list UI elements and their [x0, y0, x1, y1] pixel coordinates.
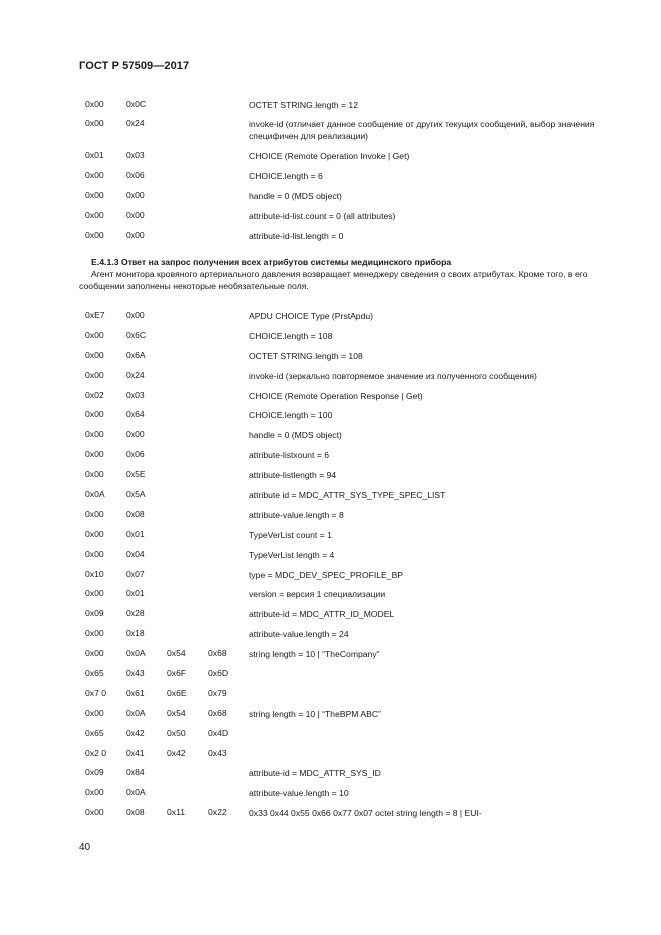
table-row — [85, 588, 625, 608]
description-cell: APDU CHOICE Type (PrstApdu) — [249, 311, 374, 321]
hex-byte-cell: 0x00 — [85, 210, 104, 220]
hex-byte-cell: 0x09 — [85, 608, 104, 619]
hex-byte-cell: 0x06 — [126, 170, 145, 180]
description-cell: CHOICE.length = 108 — [249, 330, 333, 341]
hex-table-bottom — [85, 310, 625, 827]
hex-byte-cell: 0x00 — [85, 548, 104, 559]
hex-byte-cell: 0x00 — [126, 210, 145, 220]
table-row — [85, 509, 625, 529]
hex-byte-cell: 0x43 — [126, 668, 145, 679]
hex-byte-cell: 0x79 — [208, 687, 227, 698]
hex-byte-cell: 0x00 — [85, 807, 104, 818]
description-cell: OCTET STRING.length = 12 — [249, 100, 358, 110]
hex-byte-cell: 0x00 — [85, 707, 104, 718]
table-row — [85, 99, 625, 118]
hex-byte-cell: 0x5E — [126, 469, 146, 480]
table-row — [85, 350, 625, 370]
hex-byte-cell: 0x06 — [126, 449, 145, 460]
hex-byte-cell: 0x6E — [167, 687, 187, 698]
description-cell: CHOICE (Remote Operation Invoke | Get) — [249, 151, 410, 161]
table-row — [85, 648, 625, 668]
document-header: ГОСТ Р 57509—2017 — [79, 60, 190, 72]
hex-byte-cell: 0x00 — [85, 628, 104, 639]
hex-byte-cell: 0x0A — [85, 489, 105, 500]
table-row — [85, 748, 625, 768]
page-number: 40 — [79, 842, 91, 853]
hex-byte-cell: 0x7 0 — [85, 687, 107, 698]
hex-byte-cell: 0x00 — [85, 429, 104, 440]
hex-byte-cell: 0x0C — [126, 99, 147, 109]
hex-byte-cell: 0x42 — [167, 747, 186, 758]
description-cell: version = версия 1 специализации — [249, 589, 386, 600]
hex-byte-cell: 0x54 — [167, 707, 186, 718]
description-cell: attribute-id-list.count = 0 (all attributes) — [249, 211, 396, 221]
hex-byte-cell: 0x0A — [126, 648, 146, 659]
hex-byte-cell: 0xE7 — [85, 310, 105, 320]
hex-byte-cell: 0x6C — [126, 329, 147, 340]
hex-byte-cell: 0x28 — [126, 608, 145, 619]
hex-byte-cell: 0x43 — [208, 747, 227, 758]
hex-byte-cell: 0x00 — [126, 310, 145, 320]
description-cell: 0x33 0x44 0x55 0x66 0x77 0x07 octet string length = 8 | EUI- — [249, 808, 482, 819]
hex-byte-cell: 0x03 — [126, 389, 145, 400]
table-row — [85, 767, 625, 787]
description-cell: invoke-id (зеркально повторяемое значение из полученного сообщения) — [249, 370, 537, 381]
hex-byte-cell: 0x10 — [85, 568, 104, 579]
table-row — [85, 529, 625, 549]
hex-byte-cell: 0x00 — [85, 469, 104, 480]
table-row — [85, 787, 625, 807]
hex-byte-cell: 0x84 — [126, 767, 145, 778]
description-cell: CHOICE (Remote Operation Response | Get) — [249, 390, 423, 401]
description-cell: handle = 0 (MDS object) — [249, 191, 342, 201]
hex-byte-cell: 0x00 — [85, 648, 104, 659]
table-row — [85, 708, 625, 728]
section-paragraph: Агент монитора кровяного артериального давления возвращает менеджеру сведения о своих атрибутах. Кроме того, в его сообщении заполнены некоторые необязательные поля. — [79, 269, 588, 292]
hex-byte-cell: 0x00 — [85, 170, 104, 180]
hex-byte-cell: 0x11 — [167, 807, 185, 818]
description-cell: CHOICE.length = 6 — [249, 171, 323, 181]
description-cell: attribute id = MDC_ATTR_SYS_TYPE_SPEC_LIST — [249, 490, 446, 501]
hex-byte-cell: 0x07 — [126, 568, 145, 579]
table-row — [85, 210, 625, 230]
table-row — [85, 190, 625, 210]
description-cell: attribute-value.length = 24 — [249, 629, 349, 640]
hex-byte-cell: 0x65 — [85, 668, 104, 679]
hex-byte-cell: 0x5A — [126, 489, 146, 500]
hex-byte-cell: 0x68 — [208, 648, 227, 659]
hex-byte-cell: 0x00 — [126, 429, 145, 440]
description-cell: attribute-id = MDC_ATTR_ID_MODEL — [249, 609, 395, 620]
hex-byte-cell: 0x6A — [126, 349, 146, 360]
table-row — [85, 429, 625, 449]
hex-byte-cell: 0x65 — [85, 727, 104, 738]
description-cell: attribute-listlength = 94 — [249, 470, 337, 481]
hex-byte-cell: 0x00 — [85, 449, 104, 460]
section-block — [79, 256, 624, 292]
hex-byte-cell: 0x02 — [85, 389, 104, 400]
description-cell: string length = 10 | “TheBPM ABC” — [249, 708, 381, 719]
table-row — [85, 170, 625, 190]
table-row — [85, 688, 625, 708]
hex-byte-cell: 0x03 — [126, 150, 145, 160]
hex-byte-cell: 0x00 — [85, 99, 104, 109]
hex-byte-cell: 0x00 — [85, 409, 104, 420]
description-cell: attribute-value.length = 10 — [249, 788, 349, 799]
description-cell: CHOICE.length = 100 — [249, 410, 333, 421]
hex-byte-cell: 0x24 — [126, 369, 145, 380]
hex-byte-cell: 0x01 — [85, 150, 104, 160]
table-row — [85, 549, 625, 569]
description-cell: attribute-value.length = 8 — [249, 509, 344, 520]
description-cell: TypeVerList count = 1 — [249, 529, 332, 540]
hex-byte-cell: 0x01 — [126, 528, 145, 539]
hex-byte-cell: 0x00 — [85, 369, 104, 380]
hex-byte-cell: 0x42 — [126, 727, 145, 738]
hex-byte-cell: 0x01 — [126, 588, 145, 599]
table-row — [85, 150, 625, 170]
hex-byte-cell: 0x22 — [208, 807, 227, 818]
hex-byte-cell: 0x00 — [126, 190, 145, 200]
hex-byte-cell: 0x41 — [126, 747, 145, 758]
table-row — [85, 390, 625, 410]
hex-byte-cell: 0x6D — [208, 668, 229, 679]
description-cell: TypeVerList length = 4 — [249, 549, 335, 560]
hex-table-top — [85, 99, 625, 250]
table-row — [85, 409, 625, 429]
description-cell: attribute-listxount = 6 — [249, 450, 330, 461]
table-row — [85, 628, 625, 648]
table-row — [85, 469, 625, 489]
hex-byte-cell: 0x00 — [126, 230, 145, 240]
hex-byte-cell: 0x68 — [208, 707, 227, 718]
hex-byte-cell: 0x00 — [85, 528, 104, 539]
hex-byte-cell: 0x61 — [126, 687, 145, 698]
description-cell: type = MDC_DEV_SPEC_PROFILE_BP — [249, 569, 404, 580]
description-cell: attribute-id-list.length = 0 — [249, 231, 344, 241]
hex-byte-cell: 0x00 — [85, 349, 104, 360]
table-row — [85, 569, 625, 589]
table-row — [85, 370, 625, 390]
table-row — [85, 449, 625, 469]
description-cell: attribute-id = MDC_ATTR_SYS_ID — [249, 768, 381, 779]
description-cell: string length = 10 | “TheCompany” — [249, 649, 380, 660]
description-cell: OCTET STRING.length = 108 — [249, 350, 363, 361]
hex-byte-cell: 0x00 — [85, 787, 104, 798]
description-cell: invoke-id (отличает данное сообщение от других текущих сообщений, выбор значения специфичен для реализации) — [249, 119, 595, 142]
hex-byte-cell: 0x00 — [85, 230, 104, 240]
table-row — [85, 728, 625, 748]
hex-byte-cell: 0x6F — [167, 668, 187, 679]
hex-byte-cell: 0x04 — [126, 548, 145, 559]
description-cell: handle = 0 (MDS object) — [249, 430, 342, 441]
table-row — [85, 807, 625, 827]
table-row — [85, 230, 625, 250]
section-heading: Е.4.1.3 Ответ на запрос получения всех атрибутов системы медицинского прибора — [91, 257, 452, 267]
hex-byte-cell: 0x08 — [126, 508, 145, 519]
hex-byte-cell: 0x2 0 — [85, 747, 107, 758]
table-row — [85, 118, 625, 150]
table-row — [85, 330, 625, 350]
hex-byte-cell: 0x00 — [85, 118, 104, 128]
hex-byte-cell: 0x18 — [126, 628, 145, 639]
hex-byte-cell: 0x54 — [167, 648, 186, 659]
hex-byte-cell: 0x00 — [85, 588, 104, 599]
hex-byte-cell: 0x00 — [85, 329, 104, 340]
hex-byte-cell: 0x50 — [167, 727, 186, 738]
table-row — [85, 489, 625, 509]
hex-byte-cell: 0x64 — [126, 409, 145, 420]
table-row — [85, 608, 625, 628]
table-row — [85, 668, 625, 688]
hex-byte-cell: 0x00 — [85, 190, 104, 200]
hex-byte-cell: 0x24 — [126, 118, 145, 128]
hex-byte-cell: 0x09 — [85, 767, 104, 778]
hex-byte-cell: 0x00 — [85, 508, 104, 519]
hex-byte-cell: 0x4D — [208, 727, 229, 738]
hex-byte-cell: 0x0A — [126, 787, 146, 798]
table-row — [85, 310, 625, 330]
hex-byte-cell: 0x0A — [126, 707, 146, 718]
hex-byte-cell: 0x08 — [126, 807, 145, 818]
